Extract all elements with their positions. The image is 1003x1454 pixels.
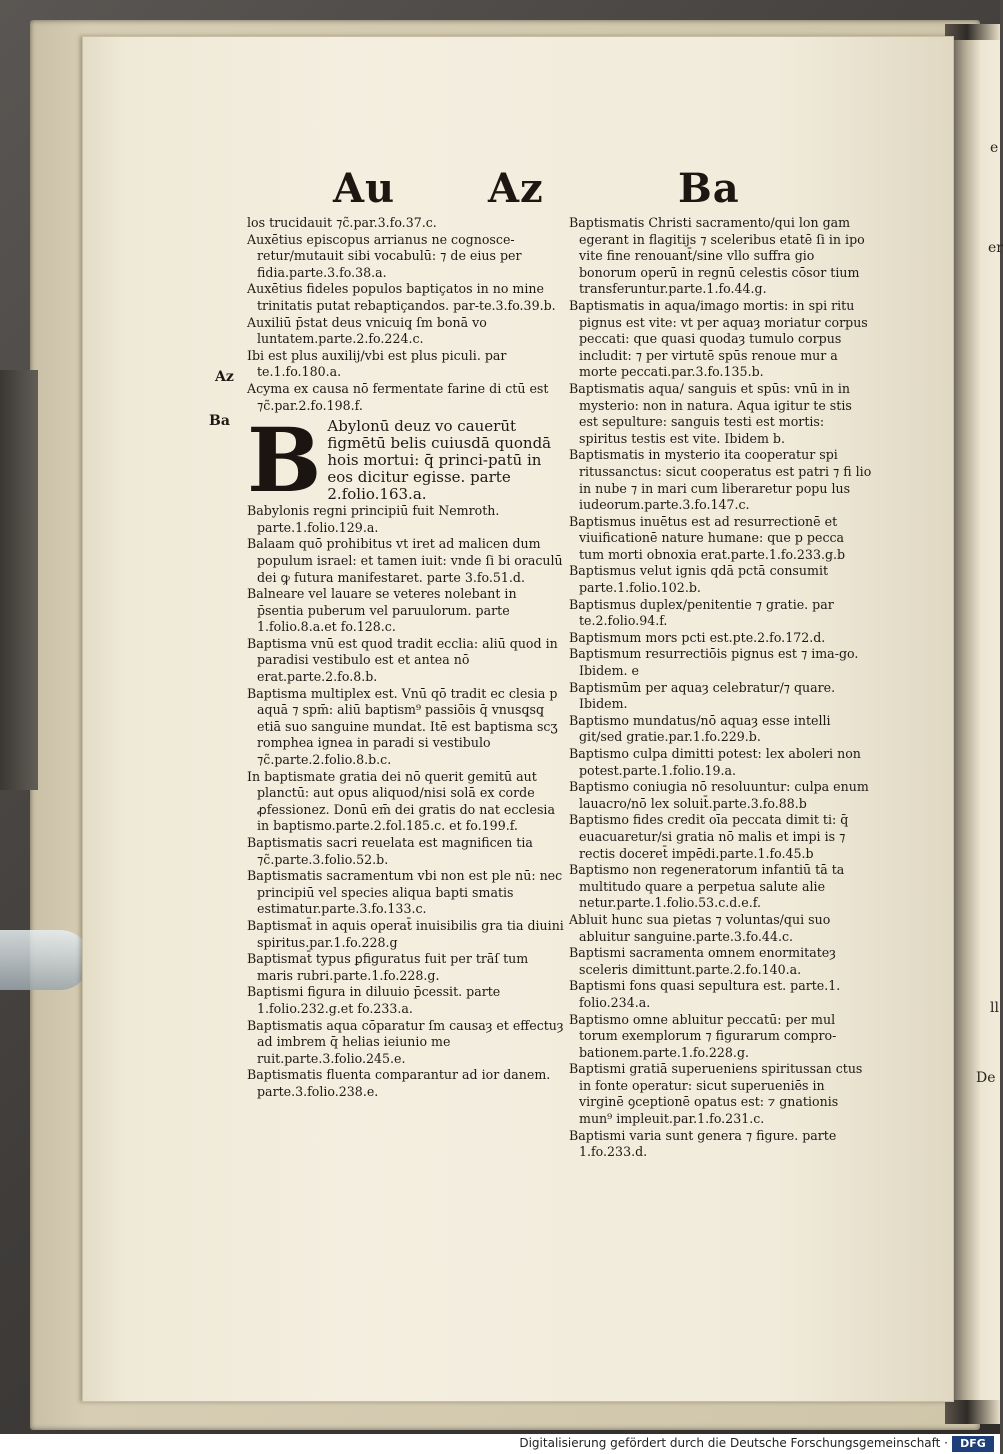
- running-head-left: Au: [333, 165, 396, 212]
- right-column: [569, 215, 873, 1161]
- facing-page-glyph: De: [976, 1070, 996, 1086]
- footer-bar: [0, 1434, 1000, 1454]
- footer-credit: Digitalisierung gefördert durch die Deutsche Forschungsgemeinschaft ·: [519, 1436, 948, 1450]
- index-entry: Baptismatis aqua/ sanguis et spūs: vnū in in mysterio: non in natura. Aqua igitur te stis est sepulture: sanguis testi est mortis: spiritus testis est vite. Ibidem b.: [569, 380, 852, 446]
- index-entry: Babylonis regni principiū fuit Nemroth. parte.1.folio.129.a.: [247, 503, 500, 535]
- index-entry: Baptismūm per aquaȝ celebratur/⁊ quare. Ibidem.: [569, 679, 836, 712]
- index-entry: Baptismatis sacri reuelata est magnificen tia ⁊c̃.parte.3.folio.52.b.: [247, 835, 533, 867]
- index-entry: Baptisma multiplex est. Vnū qō tradit ec clesia p aquā ⁊ spm̄: aliū baptism⁹ passiōis q̄ vnusq̧sq̧ etiā suo sanguine mundat. Itē est baptisma scʒ romphea ignea in paradi si vestibulo ⁊c̃.parte.2.folio.8.b.c.: [247, 685, 558, 768]
- index-entry: Baptismo culpa dimitti potest: lex aboleri non potest.parte.1.folio.19.a.: [569, 746, 861, 778]
- index-entry: Baptismum resurrectiōis pignus est ⁊ ima-go. Ibidem. e: [569, 646, 859, 679]
- index-entry: Baptismo coniugia nō resoluuntur: culpa enum lauacro/nō lex soluit̄.parte.3.fo.88.b: [569, 779, 869, 811]
- index-entry: Baptismatis Christi sacramento/qui lon gam egerant in flagitijs ⁊ sceleribus etatē ſi in ipo vite fine renouant̄/sine vllo suffra gio bonorum operū in regnū celestis cōsor tium transferuntur.parte.1.fo.44.g.: [569, 215, 865, 297]
- index-entry: Baptismo mundatus/nō aquaȝ esse intelli git/sed gratie.par.1.fo.229.b.: [569, 712, 831, 745]
- right-entries: [569, 215, 873, 1161]
- index-entry: Baptismi sacramenta omnem enormitateȝ sceleris dimittunt.parte.2.fo.140.a.: [569, 945, 836, 977]
- margin-letter-ba: Ba: [209, 413, 230, 429]
- running-head-middle: Az: [488, 165, 544, 212]
- index-entry: Acyma ex causa nō fermentate farine di ctū est ⁊c̃.par.2.fo.198.f.: [247, 380, 549, 413]
- index-entry: Baptismatis in aqua/imago mortis: in spi ritu pignus est vite: vt per aquaȝ moriatur corpus peccati: que quasi quodaȝ tumulo corpus includit: ⁊ per virtutē spūs renoue mur a morte peccati.par.3.fo.135.b.: [569, 297, 868, 380]
- index-entry: Baptismi varia sunt genera ⁊ figure. parte 1.fo.233.d.: [569, 1127, 837, 1160]
- cover-shadow-strip: [0, 370, 38, 790]
- index-entry: Baptismatis sacramentum vbi non est ple nū: nec principiū vel species aliqua bapti smatis estimatur.parte.3.fo.133.c.: [247, 868, 563, 917]
- page-clip: [0, 930, 90, 990]
- index-entry: Ibi est plus auxilij/vbi est plus piculi. par te.1.fo.180.a.: [247, 347, 507, 380]
- facing-page-glyph: ll: [990, 1000, 999, 1016]
- margin-letter-az: Az: [215, 369, 234, 385]
- index-entry: Baptismatis in mysterio ita cooperatur spi ritussanctus: sicut cooperatus est patri ⁊ fi lio in nube ⁊ in mari cum liberaretur popu lus iudeorum.parte.3.fo.147.c.: [569, 447, 872, 513]
- left-column: [247, 215, 565, 1101]
- dfg-logo: DFG: [952, 1436, 994, 1452]
- index-entry: Auxētius fideles populos baptiçatos in no mine trinitatis putat rebaptiçandos. par-te.3.fo.39.b.: [247, 281, 556, 313]
- index-entry: Auxētius episcopus arrianus ne cognosce-retur/mutauit sibi vocabulū: ⁊ de eius per fidia.parte.3.fo.38.a.: [247, 231, 522, 280]
- index-entry: Balneare vel lauare se veteres nolebant in p̄sentia puberum vel paruulorum. parte 1.folio.8.a.et fo.128.c.: [247, 586, 517, 635]
- facing-page-glyph: er: [988, 240, 1003, 256]
- index-entry: Baptismo omne abluitur peccatū: per mul torum exemplorum ⁊ figurarum compro-bationem.parte.1.fo.228.g.: [569, 1011, 837, 1060]
- index-entry: Baptismi fons quasi sepultura est. parte.1. folio.234.a.: [569, 978, 841, 1010]
- index-entry: Baptismat̄ in aquis operat̄ inuisibilis gra tia diuini spiritus.par.1.fo.228.g: [247, 917, 564, 950]
- ba-intro-text: Abylonū deuz vo cauerūt figmētū belis cuiusdā quondā hois mortui: q̄ princi-patū in eos dicitur egisse. parte 2.folio.163.a.: [327, 417, 552, 504]
- index-entry: los trucidauit ⁊c̃.par.3.fo.37.c.: [247, 215, 437, 230]
- index-entry: Baptismatis aqua cōparatur ſm causaȝ et effectuȝ ad imbrem q̄ helias ieiunio me ruit.parte.3.folio.245.e.: [247, 1017, 564, 1066]
- running-head-right: Ba: [678, 165, 740, 212]
- index-entry: In baptismate gratia dei nō querit gemitū aut planctū: aut opus aliquod/nisi solā ex corde ꝓfessionez. Donū em̄ dei gratis do nat ecclesia in baptismo.parte.2.fol.185.c. et fo.199.f.: [247, 768, 555, 834]
- index-entry: Baptismus inuētus est ad resurrectionē et viuificationē nature humane: que p pecca tum morti obnoxia erat.parte.1.fo.233.g.b: [569, 513, 846, 562]
- index-entry: Baptismi figura in diluuio p̄cessit. parte 1.folio.232.g.et fo.233.a.: [247, 984, 501, 1016]
- ba-section-intro: [247, 408, 565, 513]
- index-entry: Baptismus velut ignis qdā pctā consumit parte.1.folio.102.b.: [569, 563, 829, 596]
- index-entry: Auxiliū p̄stat deus vnicuiq̧ ſm bonā vo luntatem.parte.2.fo.224.c.: [247, 314, 487, 347]
- facing-page-edge: [952, 40, 1003, 1400]
- drop-cap-initial: B: [247, 408, 322, 513]
- index-entry: Abluit hunc sua pietas ⁊ voluntas/qui suo abluitur sanguine.parte.3.fo.44.c.: [569, 911, 831, 944]
- index-entry: Baptismus duplex/penitentie ⁊ gratie. par te.2.folio.94.f.: [569, 596, 834, 629]
- index-entry: Baptismat̄ typus ꝑfiguratus fuit per trāſ tum maris rubri.parte.1.fo.228.g.: [247, 951, 529, 983]
- index-entry: Baptismatis fluenta comparantur ad ior danem. parte.3.folio.238.e.: [247, 1067, 551, 1099]
- index-entry: Baptismum mors pcti est.pte.2.fo.172.d.: [569, 629, 826, 645]
- left-entries-a: [247, 215, 565, 414]
- left-entries-b: [247, 503, 565, 1100]
- index-entry: Baptismi gratiā superueniens spiritussan ctus in fonte operatur: sicut superueniēs in virginē ꝯceptionē opatus est: ⁊ gnationis mun⁹ impleuit.par.1.fo.231.c.: [569, 1061, 863, 1127]
- index-entry: Baptismo non regeneratorum infantiū tā ta multitudo quare a perpetua salute alie netur.parte.1.folio.53.c.d.e.f.: [569, 862, 845, 911]
- facing-page-glyph: e: [990, 140, 999, 156]
- book-page: [82, 36, 954, 1402]
- index-entry: Baptisma vnū est quod tradit ecclia: aliū quod in paradisi vestibulo est et antea nō erat.parte.2.fo.8.b.: [247, 635, 558, 685]
- index-entry: Balaam quō prohibitus vt iret ad malicen dum populum israel: et tamen iuit: vnde ſi bi oraculū dei ꝙ futura manifestaret. parte 3.fo.51.d.: [247, 536, 563, 585]
- index-entry: Baptismo fides credit oīa peccata dimit ti: q̄ euacuaretur/si gratia nō malis et impi is ⁊ rectis doceret̄ impēdi.parte.1.fo.45.b: [569, 812, 849, 861]
